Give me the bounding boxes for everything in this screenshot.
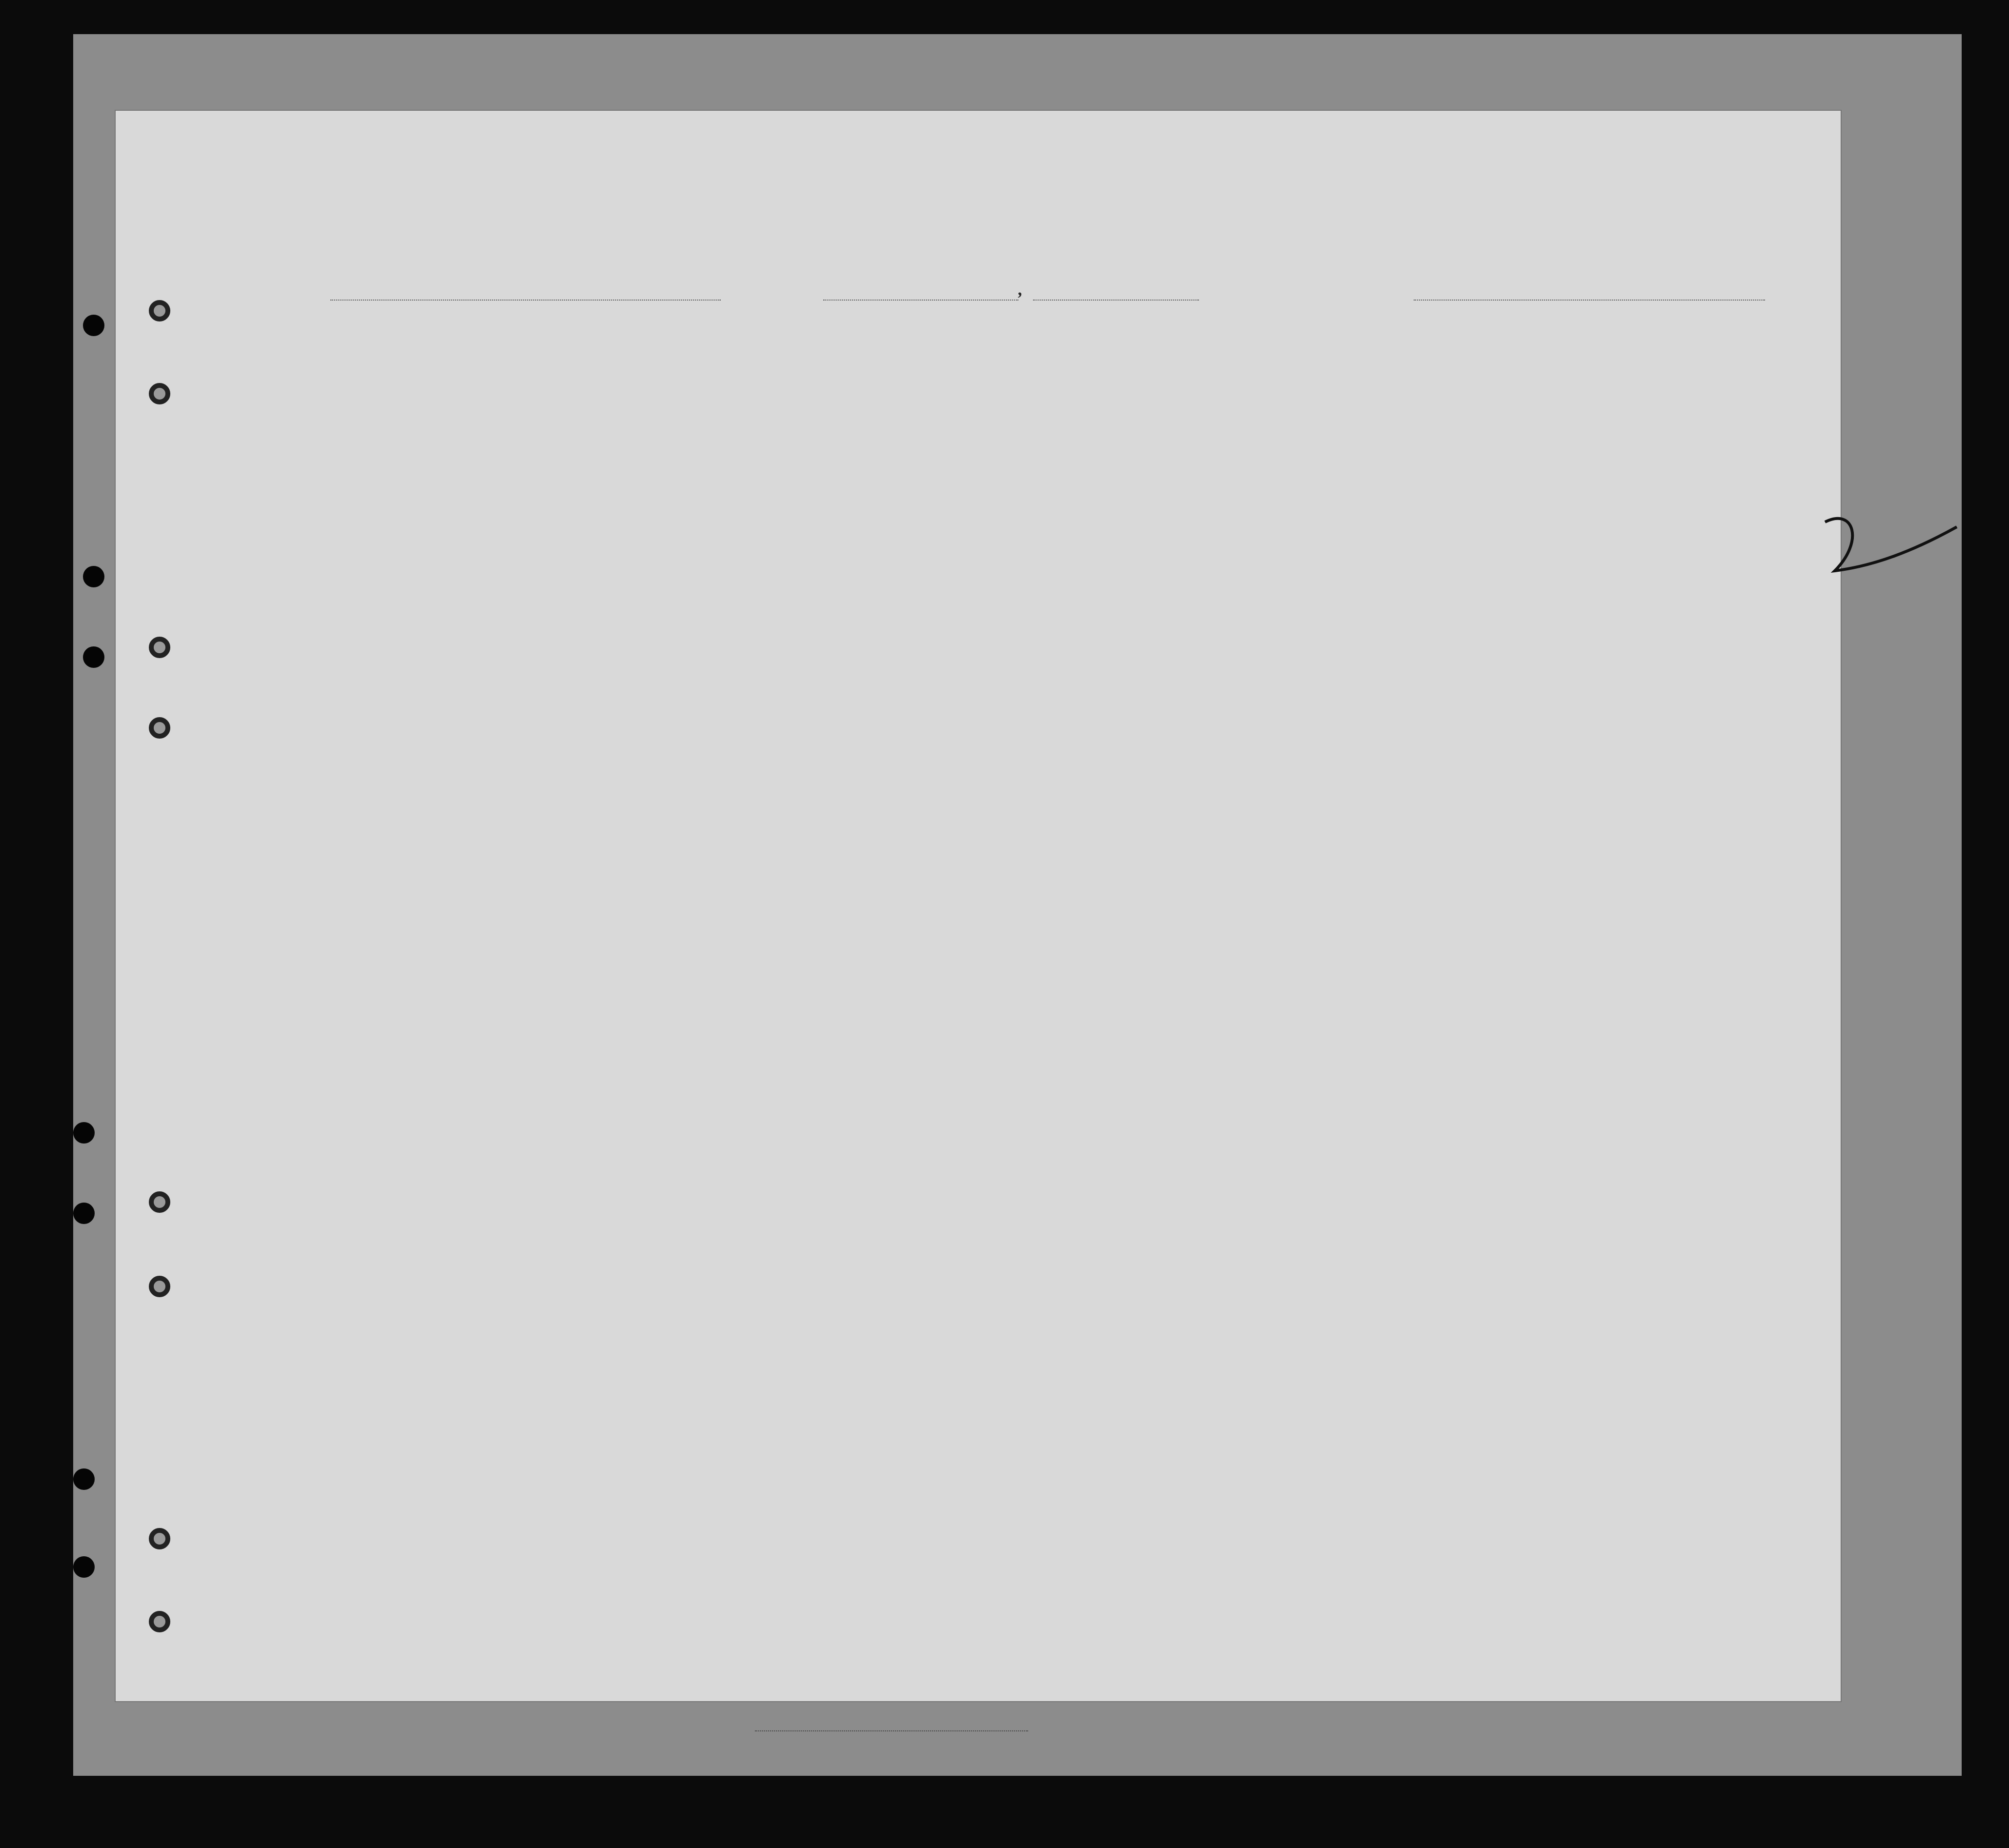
binder-hole — [83, 315, 104, 336]
binder-hole — [83, 646, 104, 668]
crew-table — [116, 321, 1841, 1657]
binder-hole — [83, 566, 104, 587]
binder-hole — [73, 1468, 95, 1490]
date-underline — [1033, 300, 1199, 301]
binder-hole — [73, 1122, 95, 1144]
vessel-line — [116, 279, 1841, 303]
vessel-underline — [330, 300, 721, 301]
binder-hole — [73, 1203, 95, 1224]
port-underline — [1414, 300, 1765, 301]
manifest-sheet — [115, 110, 1842, 1702]
inspector-signature-line — [755, 1730, 1028, 1731]
binder-hole — [73, 1556, 95, 1578]
comma: , — [1018, 280, 1023, 299]
handwritten-mark — [1806, 498, 1967, 590]
arriving-underline — [823, 300, 1018, 301]
